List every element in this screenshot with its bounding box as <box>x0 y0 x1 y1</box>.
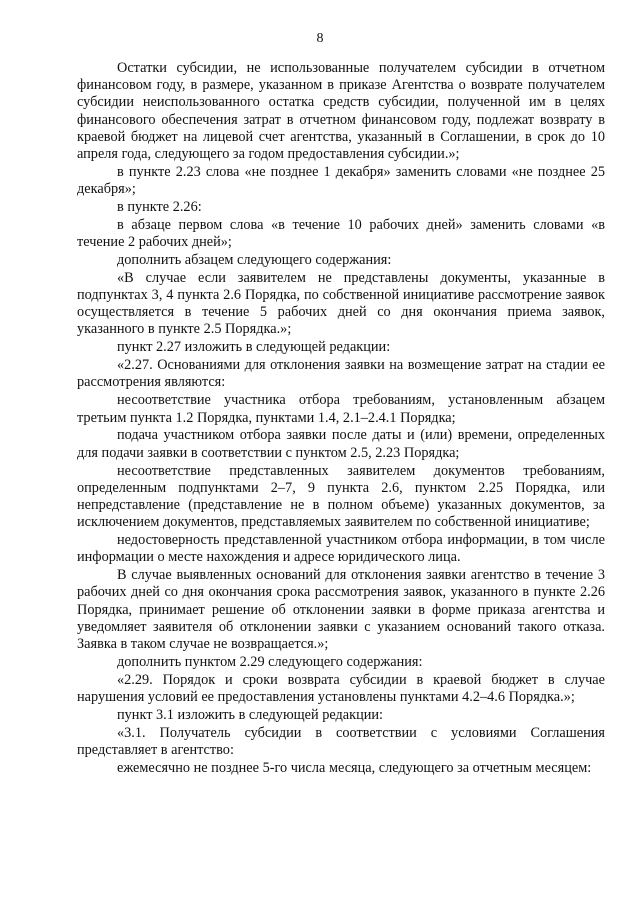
paragraph-monthly: ежемесячно не позднее 5-го числа месяца, следующего за отчетным месяцем: <box>117 759 592 776</box>
paragraph-add-2-29: дополнить пунктом 2.29 следующего содержания: <box>117 653 423 670</box>
paragraph-item-2-26: в пункте 2.26: <box>117 199 202 215</box>
paragraph-rejection-procedure: В случае выявленных оснований для отклонения заявки агентство в течение 3 рабочих дней со дня окончания срока рассмотрения заявок, указанного в пункте 2.26 Порядка, принимает решение об отклонении заявки в форме приказа агентства и уведомляет заявителя об отклонении заявки с указанием оснований такого отказа. Заявка в таком случае не возвращается.»; <box>77 567 605 652</box>
paragraph-first-indent: в абзаце первом слова «в течение 10 рабочих дней» заменить словами «в течение 2 рабочих дней»; <box>77 216 605 251</box>
paragraph-item-2-23: в пункте 2.23 слова «не позднее 1 декабря» заменить словами «не позднее 25 декабря»; <box>77 163 605 198</box>
document-body <box>77 60 605 778</box>
paragraph-item-2-27: пункт 2.27 изложить в следующей редакции: <box>117 339 391 356</box>
paragraph-ground-4: недостоверность представленной участником отбора информации, в том числе информации о месте нахождения и адресе юридического лица. <box>77 532 605 566</box>
paragraph-item-2-29: «2.29. Порядок и сроки возврата субсидии в краевой бюджет в случае нарушения условий ее предоставления установлены пунктами 4.2–4.6 Порядка.»; <box>77 671 605 705</box>
paragraph-ground-2: подача участником отбора заявки после даты и (или) времени, определенных для подачи заявки в соответствии с пунктом 2.5, 2.23 Порядка; <box>77 427 605 461</box>
paragraph-ground-3: несоответствие представленных заявителем документов требованиям, определенным подпунктами 2–7, 9 пункта 2.6, пунктом 2.25 Порядка, или непредставление (представление не в полном объеме) указанных документов, за исключением документов, представляемых заявителем по собственной инициативе; <box>77 462 605 531</box>
paragraph-ground-1: несоответствие участника отбора требованиям, установленным абзацем третьим пункта 1.2 Порядка, пунктами 1.4, 2.1–2.4.1 Порядка; <box>77 392 605 426</box>
paragraph-item-3-1: пункт 3.1 изложить в следующей редакции: <box>117 706 384 723</box>
page-number: 8 <box>316 31 324 46</box>
paragraph-add-indent: дополнить абзацем следующего содержания: <box>117 251 392 268</box>
paragraph-grounds-title: «2.27. Основаниями для отклонения заявки на возмещение затрат на стадии ее рассмотрения являются: <box>77 357 605 391</box>
paragraph-3-1-text: «3.1. Получатель субсидии в соответствии с условиями Соглашения представляет в агентство: <box>77 724 605 758</box>
paragraph-subsidy-remainder: Остатки субсидии, не использованные получателем субсидии в отчетном финансовом году, в размере, указанном в приказе Агентства о возврате получателем субсидии неиспользованного остатка средств субсидии, полученной им в целях финансового обеспечения затрат в отчетном финансовом году, подлежат возврату в краевой бюджет на лицевой счет агентства, указанный в Соглашении, в срок до 10 апреля года, следующего за годом предоставления субсидии.»; <box>77 60 605 163</box>
paragraph-quote-documents: «В случае если заявителем не представлены документы, указанные в подпунктах 3, 4 пункта 2.6 Порядка, по собственной инициативе рассмотрение заявок осуществляется в течение 5 рабочих дней со дня окончания приема заявок, указанного в пункте 2.5 Порядка.»; <box>77 269 605 338</box>
